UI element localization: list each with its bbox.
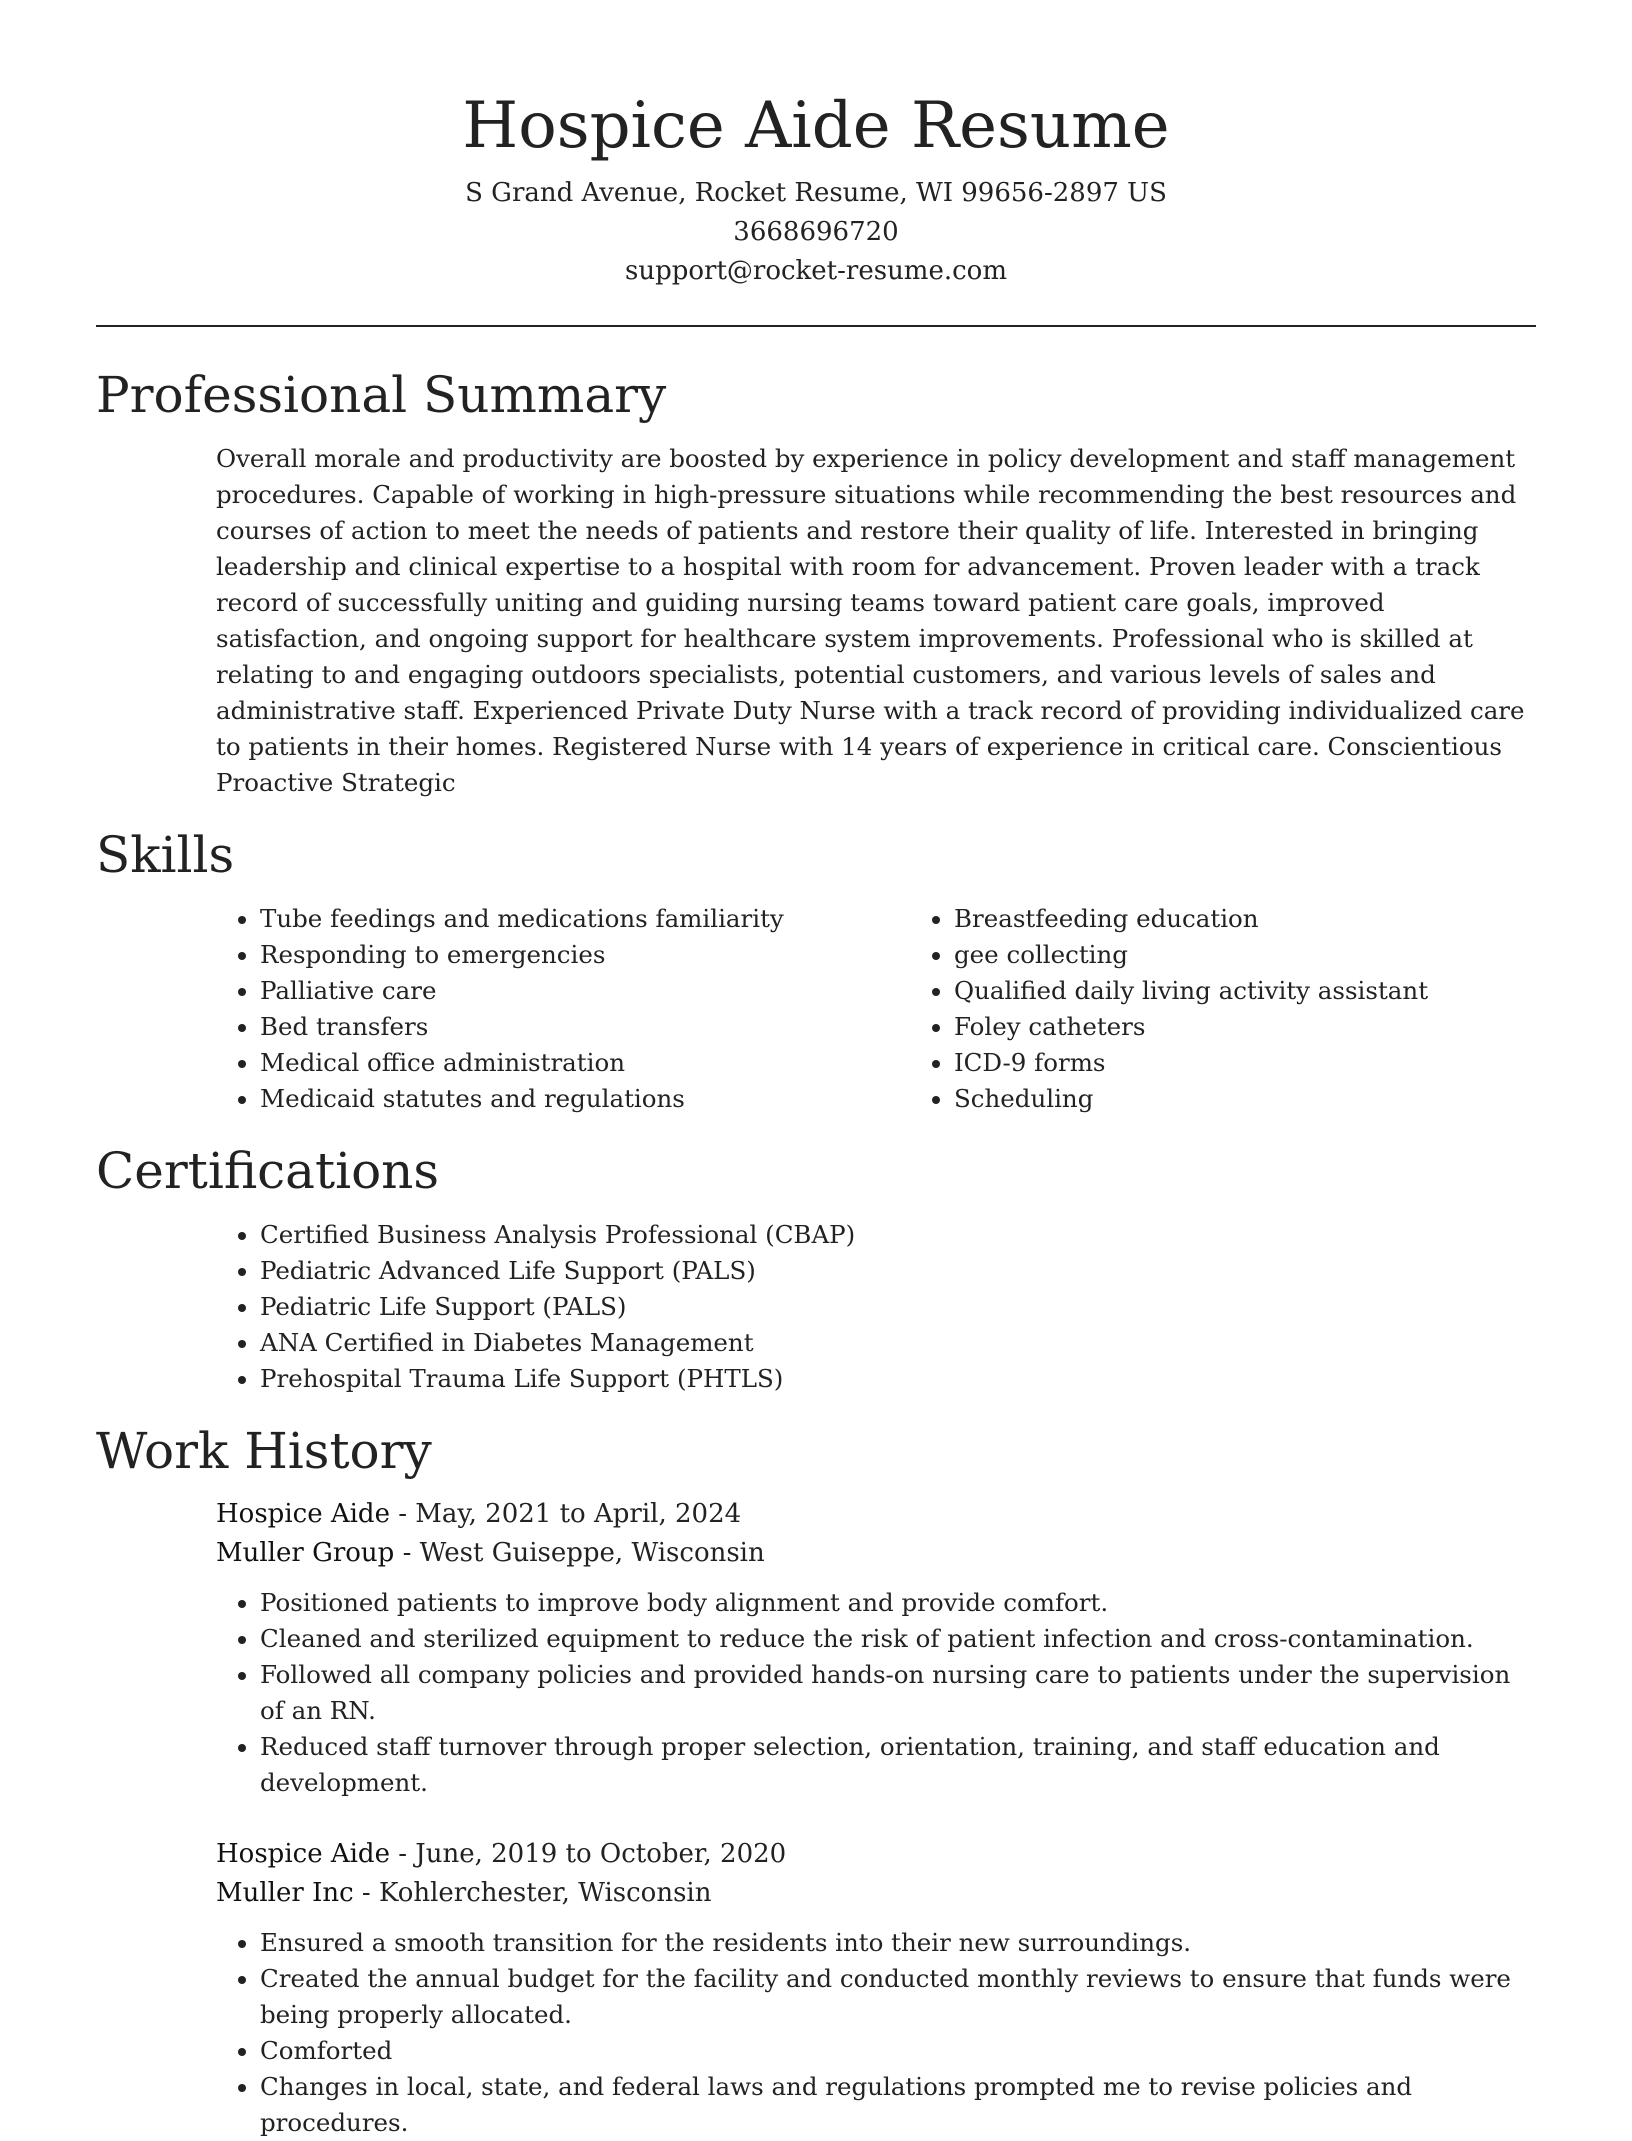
contact-address: S Grand Avenue, Rocket Resume, WI 99656-2897 US: [465, 178, 1167, 208]
resume-title: Hospice Aide Resume: [462, 89, 1170, 163]
skills-section: [96, 823, 1536, 1117]
job-duty-item: • Ensured a smooth transition for the residents into their new surroundings.: [260, 1925, 1536, 1961]
certification-item: • ANA Certified in Diabetes Management: [260, 1325, 1536, 1361]
skills-list-left: [216, 901, 910, 1117]
job-duty-item: • Followed all company policies and provided hands-on nursing care to patients under the supervision of an RN.: [260, 1657, 1536, 1729]
job-company-line: [216, 1874, 1536, 1913]
job-duty-item: • Reduced staff turnover through proper selection, orientation, training, and staff education and development.: [260, 1729, 1536, 1801]
skill-item: • Tube feedings and medications familiarity: [260, 901, 910, 937]
skill-item: • Bed transfers: [260, 1009, 910, 1045]
job-company-line: [216, 1534, 1536, 1573]
job-title-line: [216, 1495, 1536, 1534]
contact-email: support@rocket-resume.com: [624, 256, 1007, 286]
job-entry: [216, 1835, 1536, 2141]
job-duties-list: [216, 1925, 1536, 2141]
job-duties-list: [216, 1585, 1536, 1801]
certifications-list: [216, 1217, 1536, 1397]
skill-item: • ICD-9 forms: [954, 1045, 1604, 1081]
certification-item: • Pediatric Life Support (PALS): [260, 1289, 1536, 1325]
certification-item: • Pediatric Advanced Life Support (PALS): [260, 1253, 1536, 1289]
skill-item: • Medical office administration: [260, 1045, 910, 1081]
job-company: Muller Group: [216, 1538, 395, 1568]
work-history-section: [96, 1419, 1536, 2141]
job-dates: - June, 2019 to October, 2020: [389, 1839, 787, 1869]
job-entry: [216, 1495, 1536, 1801]
job-dates: - May, 2021 to April, 2024: [389, 1499, 742, 1529]
skill-item: • Palliative care: [260, 973, 910, 1009]
resume-header: [96, 0, 1536, 291]
certification-item: • Certified Business Analysis Professional (CBAP): [260, 1217, 1536, 1253]
certification-item: • Prehospital Trauma Life Support (PHTLS): [260, 1361, 1536, 1397]
skill-item: • Responding to emergencies: [260, 937, 910, 973]
skill-item: • gee collecting: [954, 937, 1604, 973]
skill-item: • Qualified daily living activity assistant: [954, 973, 1604, 1009]
job-role: Hospice Aide: [216, 1499, 390, 1529]
summary-section: [96, 363, 1536, 801]
job-location: - West Guiseppe, Wisconsin: [394, 1538, 765, 1568]
job-duty-item: • Cleaned and sterilized equipment to reduce the risk of patient infection and cross-contamination.: [260, 1621, 1536, 1657]
job-title-line: [216, 1835, 1536, 1874]
certifications-section: [96, 1139, 1536, 1397]
summary-text: Overall morale and productivity are boosted by experience in policy development and staff management procedures. Capable of working in high-pressure situations while recommending the best resources and courses of action to meet the needs of patients and restore their quality of life. Interested in bringing leadership and clinical expertise to a hospital with room for advancement. Proven leader with a track record of successfully uniting and guiding nursing teams toward patient care goals, improved satisfaction, and ongoing support for healthcare system improvements. Professional who is skilled at relating to and engaging outdoors specialists, potential customers, and various levels of sales and administrative staff. Experienced Private Duty Nurse with a track record of providing individualized care to patients in their homes. Registered Nurse with 14 years of experience in critical care. Conscientious Proactive Strategic: [216, 444, 1525, 797]
skills-grid: [216, 901, 1536, 1117]
contact-phone: 3668696720: [733, 217, 899, 247]
certifications-title: Certifications: [96, 1142, 440, 1200]
contact-info: [96, 174, 1536, 291]
summary-title: Professional Summary: [96, 366, 667, 424]
job-duty-item: • Changes in local, state, and federal laws and regulations prompted me to revise policies and procedures.: [260, 2069, 1536, 2141]
skills-title: Skills: [96, 826, 235, 884]
job-role: Hospice Aide: [216, 1839, 390, 1869]
header-divider: [96, 325, 1536, 327]
job-duty-item: • Positioned patients to improve body alignment and provide comfort.: [260, 1585, 1536, 1621]
job-location: - Kohlerchester, Wisconsin: [353, 1878, 712, 1908]
skill-item: • Breastfeeding education: [954, 901, 1604, 937]
job-duty-item: • Comforted: [260, 2033, 1536, 2069]
skills-list-right: [910, 901, 1604, 1117]
work-history-title: Work History: [96, 1422, 432, 1480]
skill-item: • Foley catheters: [954, 1009, 1604, 1045]
job-duty-item: • Created the annual budget for the facility and conducted monthly reviews to ensure that funds were being properly allocated.: [260, 1961, 1536, 2033]
job-company: Muller Inc: [216, 1878, 354, 1908]
skill-item: • Medicaid statutes and regulations: [260, 1081, 910, 1117]
skill-item: • Scheduling: [954, 1081, 1604, 1117]
